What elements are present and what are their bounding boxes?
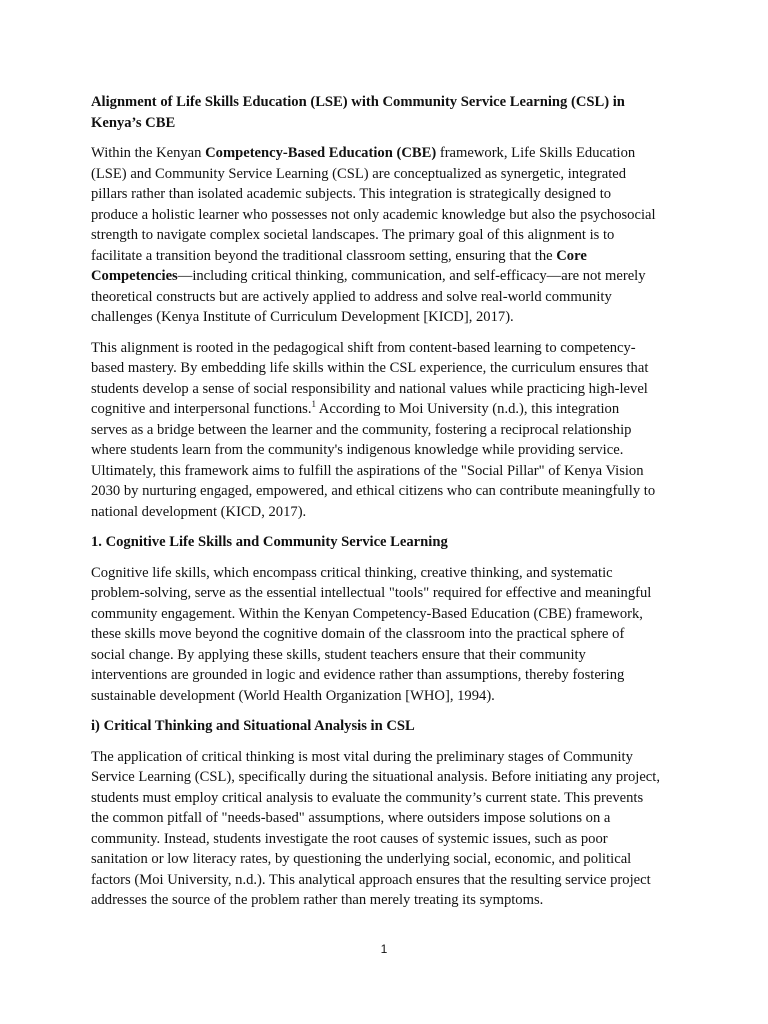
bold-term: Competency-Based Education (CBE) — [205, 145, 437, 161]
paragraph-line: The application of critical thinking is most vital during the preliminary stages of Community — [91, 748, 633, 765]
paragraph-line: sanitation or low literacy rates, by questioning the underlying social, economic, and political — [91, 851, 632, 867]
paragraph-line: addresses the source of the problem rather than merely treating its symptoms. — [91, 892, 544, 908]
cognitive-skills-paragraph — [91, 563, 681, 707]
text-run: framework, Life Skills Education — [436, 145, 636, 161]
paragraph-line: based mastery. By embedding life skills within the CSL experience, the curriculum ensures that — [91, 360, 649, 376]
intro-paragraph — [91, 143, 681, 328]
paragraph-line: community. Instead, students investigate the root causes of systemic issues, such as poor — [91, 830, 608, 847]
paragraph-line: factors (Moi University, n.d.). This analytical approach ensures that the resulting service project — [91, 871, 651, 888]
paragraph-line — [91, 399, 681, 420]
paragraph-line: social change. By applying these skills, student teachers ensure that their community — [91, 646, 586, 663]
paragraph-line: This alignment is rooted in the pedagogical shift from content-based learning to competency- — [91, 339, 636, 356]
subsection-heading — [91, 716, 681, 737]
paragraph-line: serves as a bridge between the learner and the community, fostering a reciprocal relationship — [91, 421, 632, 438]
heading-line: 1. Cognitive Life Skills and Community Service Learning — [91, 534, 448, 550]
paragraph-line: problem-solving, serve as the essential intellectual "tools" required for effective and meaningful — [91, 585, 652, 601]
bold-term: Competencies — [91, 268, 178, 284]
section-heading — [91, 532, 681, 553]
paragraph-line: students must employ critical analysis to evaluate the community’s current state. This prevents — [91, 789, 644, 806]
paragraph-line: Service Learning (CSL), specifically during the situational analysis. Before initiating any project, — [91, 769, 660, 785]
heading-line: i) Critical Thinking and Situational Analysis in CSL — [91, 718, 415, 734]
bold-term: Core — [556, 247, 587, 264]
footnote-reference[interactable]: 1 — [311, 399, 316, 410]
paragraph-line: community engagement. Within the Kenyan Competency-Based Education (CBE) framework, — [91, 605, 643, 622]
alignment-paragraph — [91, 338, 681, 523]
page-number: 1 — [380, 942, 388, 956]
text-run: According to Moi University (n.d.), this integration — [315, 401, 620, 417]
paragraph-line: interventions are grounded in logic and evidence rather than assumptions, thereby fostering — [91, 667, 625, 683]
paragraph-line: challenges (Kenya Institute of Curriculum Development [KICD], 2017). — [91, 309, 514, 325]
paragraph-line: strength to navigate complex societal landscapes. The primary goal of this alignment is to — [91, 227, 615, 243]
document-title — [91, 92, 681, 133]
title-line: Alignment of Life Skills Education (LSE) with Community Service Learning (CSL) in — [91, 94, 625, 110]
text-run: facilitate a transition beyond the traditional classroom setting, ensuring that the — [91, 247, 557, 264]
paragraph-line: national development (KICD, 2017). — [91, 503, 307, 520]
paragraph-line: these skills move beyond the cognitive domain of the classroom into the practical sphere of — [91, 626, 625, 642]
title-line: Kenya’s CBE — [91, 114, 176, 131]
paragraph-line: Cognitive life skills, which encompass critical thinking, creative thinking, and systematic — [91, 564, 613, 581]
text-run: Within the Kenyan — [91, 145, 206, 161]
paragraph-line: the common pitfall of "needs-based" assumptions, where outsiders impose solutions on a — [91, 810, 611, 826]
paragraph-line: (LSE) and Community Service Learning (CSL) are conceptualized as synergetic, integrated — [91, 165, 627, 182]
paragraph-line — [91, 143, 681, 164]
text-run: —including critical thinking, communication, and self-efficacy—are not merely — [177, 268, 646, 284]
paragraph-line: theoretical constructs but are actively applied to address and solve real-world community — [91, 288, 612, 305]
critical-thinking-paragraph — [91, 747, 681, 911]
text-run: cognitive and interpersonal functions. — [91, 401, 312, 417]
paragraph-line: sustainable development (World Health Organization [WHO], 1994). — [91, 687, 495, 704]
paragraph-line: pillars rather than isolated academic subjects. This integration is strategically designed to — [91, 186, 612, 202]
paragraph-line — [91, 266, 681, 287]
document-page — [91, 92, 681, 921]
paragraph-line: students develop a sense of social responsibility and national values while practicing high-level — [91, 380, 648, 397]
paragraph-line: produce a holistic learner who possesses not only academic knowledge but also the psychosocial — [91, 206, 656, 223]
paragraph-line — [91, 246, 681, 267]
paragraph-line: 2030 by nurturing engaged, empowered, and ethical citizens who can contribute meaningfully to — [91, 483, 656, 499]
paragraph-line: where students learn from the community's indigenous knowledge while providing service. — [91, 442, 624, 458]
paragraph-line: Ultimately, this framework aims to fulfill the aspirations of the "Social Pillar" of Kenya Vision — [91, 462, 644, 479]
